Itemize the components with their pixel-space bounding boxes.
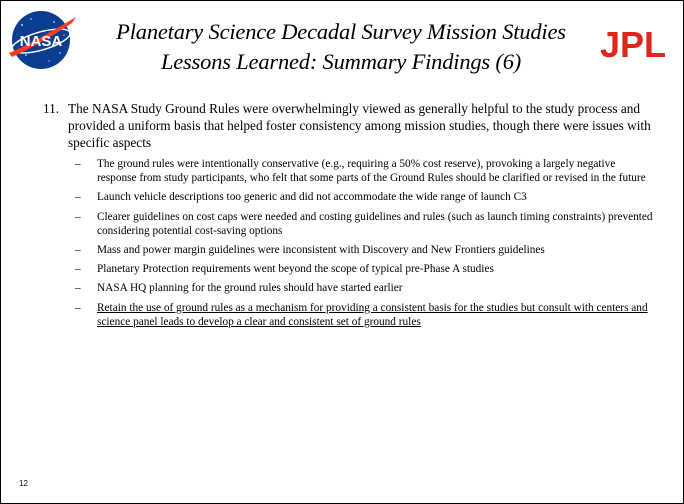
- finding-item: [43, 100, 653, 151]
- dash-bullet: –: [75, 301, 81, 314]
- dash-bullet: –: [75, 263, 81, 276]
- slide-title: [61, 17, 621, 77]
- sub-point: [75, 262, 655, 276]
- sub-point: [75, 281, 655, 295]
- sub-point-text: Retain the use of ground rules as a mechanism for providing a consistent basis for the studies but consult with centers and science panel leads to develop a clear and consistent set of ground rules: [97, 301, 648, 328]
- finding-number: 11.: [43, 101, 60, 116]
- sub-point-text: Mass and power margin guidelines were inconsistent with Discovery and New Frontiers guidelines: [97, 244, 545, 257]
- sub-point-text: Launch vehicle descriptions too generic and did not accommodate the wide range of launch C3: [97, 191, 527, 204]
- page-number: 12: [19, 479, 28, 488]
- jpl-logo-text: JPL: [599, 25, 667, 63]
- sub-point-text: Planetary Protection requirements went beyond the scope of typical pre-Phase A studies: [97, 263, 494, 276]
- finding-text: The NASA Study Ground Rules were overwhelmingly viewed as generally helpful to the study process and provided a uniform basis that helped foster consistency among mission studies, though there were issues with specific aspects: [68, 101, 651, 150]
- sub-point-text: Clearer guidelines on cost caps were needed and costing guidelines and rules (such as launch timing constraints) prevented considering potential cost-saving options: [97, 210, 653, 237]
- sub-point-text: NASA HQ planning for the ground rules should have started earlier: [97, 282, 403, 295]
- dash-bullet: –: [75, 282, 81, 295]
- sub-point: [75, 210, 655, 238]
- sub-point: [75, 190, 655, 204]
- sub-point: [75, 243, 655, 257]
- dash-bullet: –: [75, 158, 81, 170]
- sub-point-list: [75, 157, 655, 334]
- dash-bullet: –: [75, 191, 81, 204]
- sub-point: [75, 157, 655, 185]
- title-line-1: Planetary Science Decadal Survey Mission Studies: [116, 19, 566, 44]
- sub-point-text: The ground rules were intentionally conservative (e.g., requiring a 50% cost reserve), provoking a largely negative response from study participants, who felt that some parts of the Ground Rules should be clarified or revised in the future: [97, 158, 646, 185]
- nasa-logo-text: NASA: [19, 33, 63, 50]
- dash-bullet: –: [75, 244, 81, 257]
- sub-point: [75, 301, 655, 329]
- dash-bullet: –: [75, 210, 81, 223]
- title-line-2: Lessons Learned: Summary Findings (6): [160, 49, 522, 74]
